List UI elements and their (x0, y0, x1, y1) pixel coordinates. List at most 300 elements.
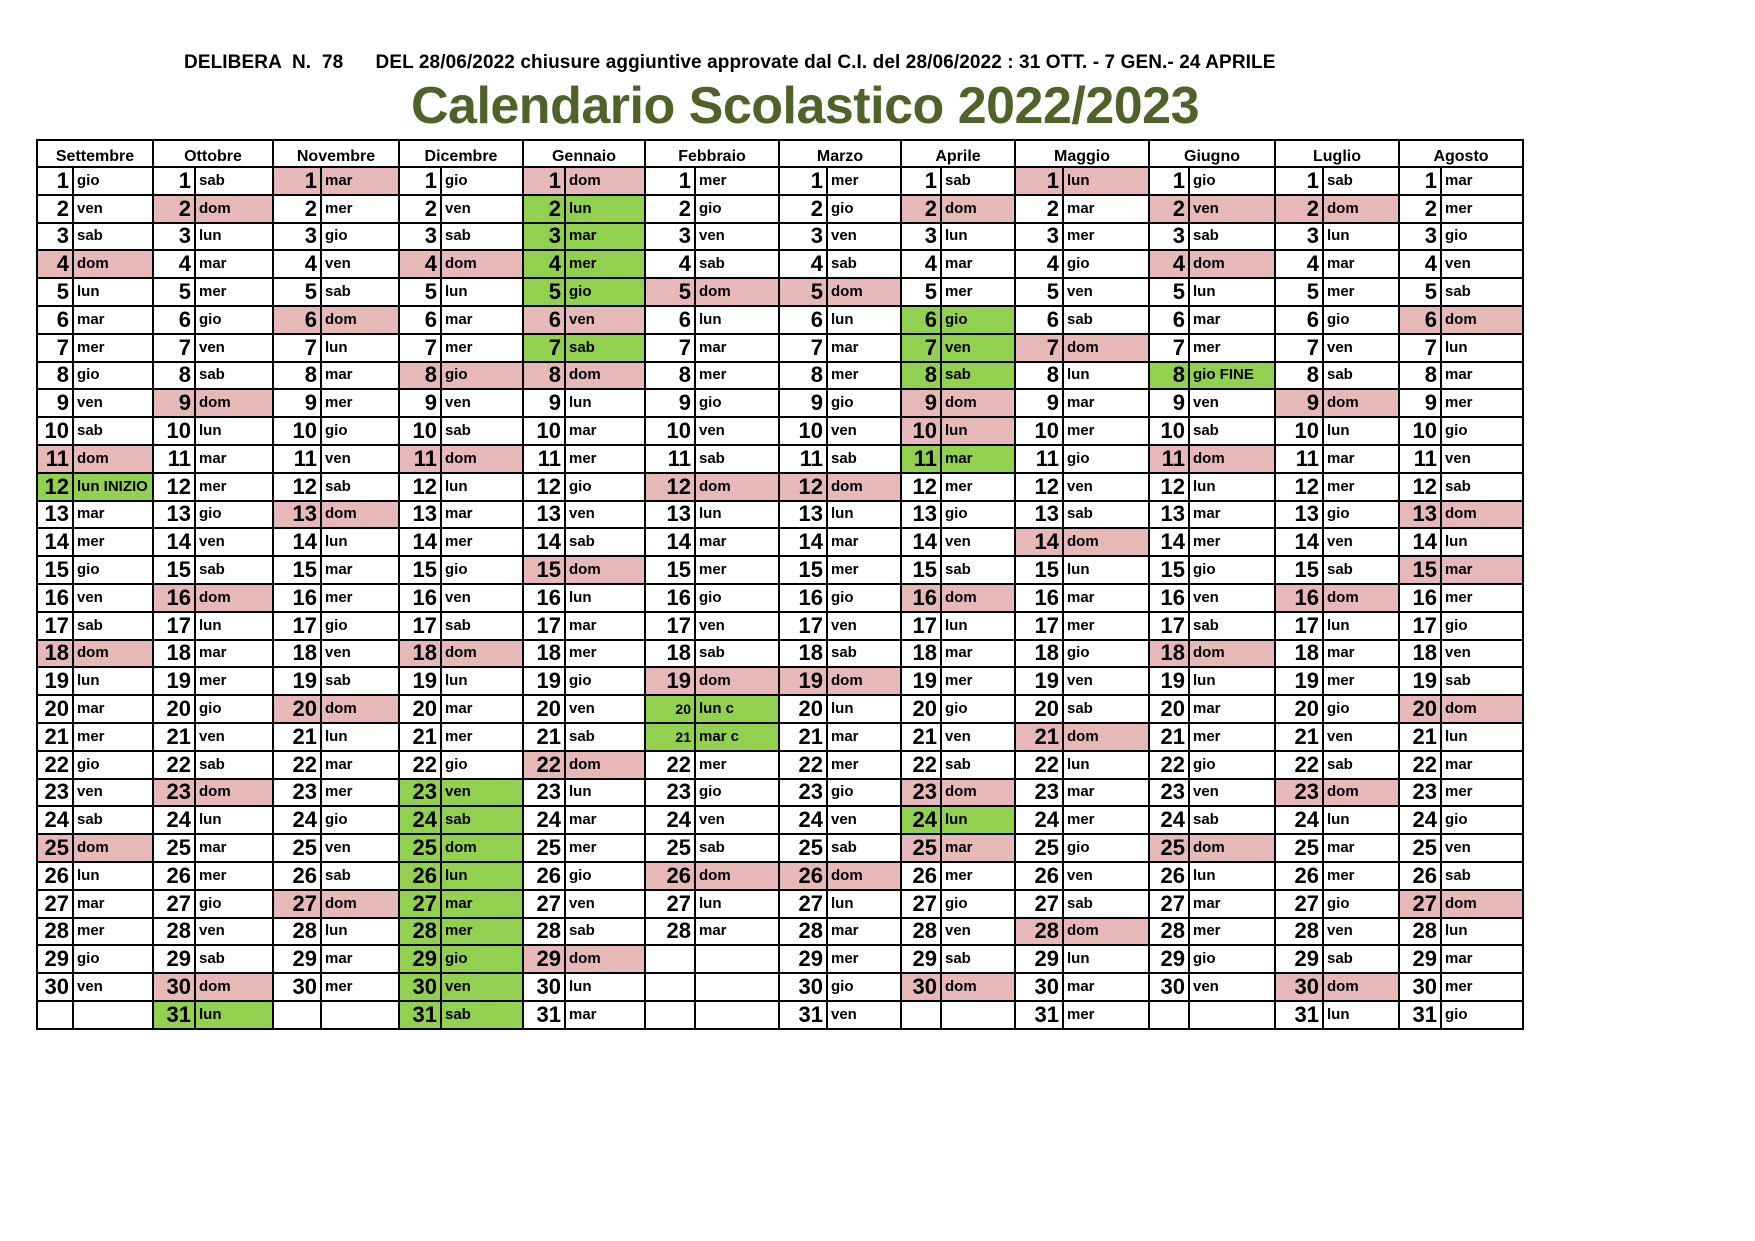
empty-cell (73, 1001, 153, 1029)
weekday-label: gio (1323, 890, 1399, 918)
weekday-label: sab (1189, 417, 1275, 445)
weekday-label: sab (1441, 473, 1523, 501)
day-number: 12 (273, 473, 321, 501)
weekday-label: lun INIZIO (73, 473, 153, 501)
weekday-label: ven (1441, 640, 1523, 668)
weekday-label: gio (195, 695, 273, 723)
weekday-label: gio (695, 779, 779, 807)
weekday-label: lun (321, 334, 399, 362)
weekday-label: mar (1063, 973, 1149, 1001)
weekday-label: lun (321, 918, 399, 946)
day-number: 28 (153, 918, 195, 946)
weekday-label: sab (1063, 501, 1149, 529)
day-number: 30 (779, 973, 827, 1001)
day-row (37, 695, 1523, 723)
day-number: 3 (37, 223, 73, 251)
weekday-label: sab (695, 445, 779, 473)
day-number: 9 (523, 389, 565, 417)
weekday-label: lun (565, 389, 645, 417)
day-number: 30 (1149, 973, 1189, 1001)
day-number: 30 (153, 973, 195, 1001)
day-number: 17 (645, 612, 695, 640)
day-row (37, 667, 1523, 695)
day-number: 17 (37, 612, 73, 640)
day-number: 28 (273, 918, 321, 946)
weekday-label: gio (195, 890, 273, 918)
day-number: 1 (779, 167, 827, 195)
weekday-label: mar (1441, 945, 1523, 973)
weekday-label: sab (1063, 890, 1149, 918)
day-row (37, 640, 1523, 668)
day-number: 17 (1399, 612, 1441, 640)
day-number: 2 (901, 195, 941, 223)
day-number: 15 (523, 556, 565, 584)
day-number: 4 (153, 250, 195, 278)
weekday-label: lun (195, 612, 273, 640)
weekday-label: dom (321, 890, 399, 918)
day-number: 7 (1149, 334, 1189, 362)
weekday-label: dom (941, 584, 1015, 612)
day-number: 20 (1149, 695, 1189, 723)
day-number: 16 (1275, 584, 1323, 612)
day-number: 30 (523, 973, 565, 1001)
day-row (37, 167, 1523, 195)
weekday-label: mer (321, 389, 399, 417)
day-number: 22 (273, 751, 321, 779)
day-number: 5 (1275, 278, 1323, 306)
day-number: 4 (1015, 250, 1063, 278)
weekday-label: lun (941, 612, 1015, 640)
day-number: 29 (153, 945, 195, 973)
weekday-label: lun (695, 306, 779, 334)
day-number: 19 (1275, 667, 1323, 695)
weekday-label: mar (321, 945, 399, 973)
day-number: 1 (1015, 167, 1063, 195)
weekday-label: lun (73, 278, 153, 306)
weekday-label: gio (1063, 445, 1149, 473)
day-number: 30 (1399, 973, 1441, 1001)
weekday-label: dom (441, 640, 523, 668)
day-number: 1 (399, 167, 441, 195)
day-number: 30 (399, 973, 441, 1001)
day-row (37, 445, 1523, 473)
day-number: 2 (645, 195, 695, 223)
day-number: 8 (645, 362, 695, 390)
day-number: 18 (645, 640, 695, 668)
weekday-label: dom (941, 195, 1015, 223)
weekday-label: sab (941, 556, 1015, 584)
day-number: 7 (901, 334, 941, 362)
day-number: 27 (779, 890, 827, 918)
weekday-label: ven (321, 250, 399, 278)
day-number: 14 (901, 528, 941, 556)
weekday-label: mer (827, 167, 901, 195)
weekday-label: lun (1063, 167, 1149, 195)
day-number: 3 (1149, 223, 1189, 251)
day-number: 11 (399, 445, 441, 473)
weekday-label: dom (565, 751, 645, 779)
weekday-label: mer (827, 362, 901, 390)
weekday-label: sab (441, 612, 523, 640)
day-number: 9 (1015, 389, 1063, 417)
day-number: 8 (1275, 362, 1323, 390)
day-number: 29 (523, 945, 565, 973)
day-number: 10 (779, 417, 827, 445)
weekday-label: mar (565, 223, 645, 251)
day-number: 27 (645, 890, 695, 918)
weekday-label: gio (1441, 417, 1523, 445)
weekday-label: gio (1063, 834, 1149, 862)
day-number: 18 (153, 640, 195, 668)
day-number: 10 (1275, 417, 1323, 445)
weekday-label: sab (1323, 362, 1399, 390)
day-number: 26 (1015, 862, 1063, 890)
day-number: 19 (1015, 667, 1063, 695)
weekday-label: ven (565, 890, 645, 918)
day-number: 23 (37, 779, 73, 807)
weekday-label: mar (321, 751, 399, 779)
day-number: 3 (153, 223, 195, 251)
day-number: 27 (1399, 890, 1441, 918)
weekday-label: ven (73, 779, 153, 807)
weekday-label: ven (695, 223, 779, 251)
weekday-label: gio (827, 779, 901, 807)
day-number: 31 (153, 1001, 195, 1029)
day-number: 24 (1399, 806, 1441, 834)
day-number: 18 (399, 640, 441, 668)
day-number: 21 (1015, 723, 1063, 751)
day-number: 7 (1399, 334, 1441, 362)
weekday-label: gio (195, 306, 273, 334)
day-number: 28 (1015, 918, 1063, 946)
weekday-label: mer (1063, 223, 1149, 251)
weekday-label: sab (827, 834, 901, 862)
day-number: 11 (1399, 445, 1441, 473)
weekday-label: ven (441, 195, 523, 223)
day-number: 6 (779, 306, 827, 334)
day-number: 4 (1399, 250, 1441, 278)
day-number: 23 (153, 779, 195, 807)
day-number: 30 (901, 973, 941, 1001)
day-row (37, 417, 1523, 445)
weekday-label: lun (1189, 278, 1275, 306)
weekday-label: mer (1189, 918, 1275, 946)
weekday-label: sab (1323, 751, 1399, 779)
weekday-label: lun (1189, 862, 1275, 890)
day-row (37, 501, 1523, 529)
day-number: 12 (779, 473, 827, 501)
weekday-label: gio (321, 806, 399, 834)
weekday-label: mer (1323, 473, 1399, 501)
day-number: 2 (399, 195, 441, 223)
day-number: 5 (153, 278, 195, 306)
weekday-label: mar (941, 640, 1015, 668)
day-number: 20 (779, 695, 827, 723)
weekday-label: mer (73, 918, 153, 946)
weekday-label: mar (1189, 306, 1275, 334)
weekday-label: sab (195, 751, 273, 779)
day-row (37, 1001, 1523, 1029)
day-row (37, 195, 1523, 223)
weekday-label: dom (1441, 695, 1523, 723)
weekday-label: mer (73, 723, 153, 751)
day-number: 3 (1015, 223, 1063, 251)
weekday-label: ven (321, 640, 399, 668)
day-number: 1 (1399, 167, 1441, 195)
day-number: 16 (1015, 584, 1063, 612)
weekday-label: dom (1323, 973, 1399, 1001)
day-number: 3 (901, 223, 941, 251)
day-number: 28 (399, 918, 441, 946)
day-number: 17 (399, 612, 441, 640)
weekday-label: dom (1189, 640, 1275, 668)
empty-cell (645, 973, 695, 1001)
month-header-ottobre: Ottobre (153, 140, 273, 167)
day-number: 24 (1275, 806, 1323, 834)
day-number: 30 (37, 973, 73, 1001)
weekday-label: mer (941, 473, 1015, 501)
weekday-label: mer (441, 723, 523, 751)
weekday-label: mar (321, 167, 399, 195)
weekday-label: gio (827, 973, 901, 1001)
weekday-label: mer (1441, 779, 1523, 807)
weekday-label: dom (1063, 918, 1149, 946)
day-number: 16 (645, 584, 695, 612)
empty-cell (645, 945, 695, 973)
day-number: 14 (37, 528, 73, 556)
weekday-label: ven (321, 834, 399, 862)
weekday-label: gio (827, 584, 901, 612)
weekday-label: sab (827, 640, 901, 668)
weekday-label: gio (1189, 945, 1275, 973)
weekday-label: sab (941, 362, 1015, 390)
weekday-label: gio (941, 890, 1015, 918)
day-number: 13 (901, 501, 941, 529)
weekday-label: sab (1441, 862, 1523, 890)
weekday-label: dom (1063, 723, 1149, 751)
weekday-label: dom (1441, 501, 1523, 529)
weekday-label: ven (1323, 723, 1399, 751)
weekday-label: lun (321, 528, 399, 556)
day-number: 16 (153, 584, 195, 612)
day-number: 14 (399, 528, 441, 556)
weekday-label: lun (441, 667, 523, 695)
weekday-label: mer (195, 473, 273, 501)
day-number: 12 (901, 473, 941, 501)
day-row (37, 945, 1523, 973)
day-row (37, 584, 1523, 612)
day-number: 16 (273, 584, 321, 612)
weekday-label: gio (565, 667, 645, 695)
day-number: 4 (273, 250, 321, 278)
day-number: 11 (153, 445, 195, 473)
day-number: 17 (1275, 612, 1323, 640)
day-number: 18 (1149, 640, 1189, 668)
weekday-label: ven (73, 389, 153, 417)
day-number: 15 (1149, 556, 1189, 584)
day-number: 20 (523, 695, 565, 723)
day-number: 15 (37, 556, 73, 584)
weekday-label: gio (441, 945, 523, 973)
weekday-label: dom (321, 695, 399, 723)
day-number: 25 (1275, 834, 1323, 862)
weekday-label: sab (941, 167, 1015, 195)
day-number: 14 (523, 528, 565, 556)
day-number: 2 (37, 195, 73, 223)
month-header-novembre: Novembre (273, 140, 399, 167)
weekday-label: dom (1441, 890, 1523, 918)
day-number: 15 (1015, 556, 1063, 584)
weekday-label: gio (695, 389, 779, 417)
day-number: 25 (1399, 834, 1441, 862)
weekday-label: lun (941, 417, 1015, 445)
day-number: 24 (645, 806, 695, 834)
weekday-label: mer (1441, 195, 1523, 223)
weekday-label: mar (1063, 389, 1149, 417)
weekday-label: mar (1441, 167, 1523, 195)
empty-cell (1189, 1001, 1275, 1029)
day-number: 17 (779, 612, 827, 640)
day-number: 13 (37, 501, 73, 529)
empty-cell (695, 973, 779, 1001)
day-number: 6 (1275, 306, 1323, 334)
weekday-label: mar (1323, 834, 1399, 862)
day-number: 26 (1399, 862, 1441, 890)
weekday-label: ven (1189, 195, 1275, 223)
day-number: 3 (779, 223, 827, 251)
day-number: 28 (1275, 918, 1323, 946)
day-number: 6 (153, 306, 195, 334)
weekday-label: dom (1441, 306, 1523, 334)
weekday-label: gio (1063, 250, 1149, 278)
weekday-label: mar (1189, 695, 1275, 723)
day-number: 26 (153, 862, 195, 890)
weekday-label: ven (827, 806, 901, 834)
day-number: 9 (1275, 389, 1323, 417)
day-row (37, 250, 1523, 278)
day-number: 21 (901, 723, 941, 751)
weekday-label: mer (195, 667, 273, 695)
day-number: 31 (779, 1001, 827, 1029)
day-row (37, 723, 1523, 751)
weekday-label: gio (73, 167, 153, 195)
weekday-label: sab (1063, 306, 1149, 334)
day-row (37, 389, 1523, 417)
day-number: 18 (523, 640, 565, 668)
day-number: 30 (1015, 973, 1063, 1001)
day-number: 14 (1399, 528, 1441, 556)
day-number: 6 (273, 306, 321, 334)
day-number: 24 (37, 806, 73, 834)
day-number: 13 (1399, 501, 1441, 529)
weekday-label: mar (565, 612, 645, 640)
day-number: 5 (1399, 278, 1441, 306)
weekday-label: sab (321, 667, 399, 695)
weekday-label: lun (565, 973, 645, 1001)
empty-cell (321, 1001, 399, 1029)
day-number: 31 (523, 1001, 565, 1029)
day-number: 7 (523, 334, 565, 362)
delibera-header: DELIBERA N. 78 DEL 28/06/2022 chiusure aggiuntive approvate dal C.I. del 28/06/2022 : 31 OTT. - 7 GEN.- 24 APRILE (184, 52, 1276, 73)
day-number: 19 (273, 667, 321, 695)
day-number: 13 (153, 501, 195, 529)
day-number: 31 (1015, 1001, 1063, 1029)
day-number: 4 (523, 250, 565, 278)
weekday-label: lun (1063, 751, 1149, 779)
day-number: 29 (399, 945, 441, 973)
day-number: 23 (1399, 779, 1441, 807)
day-number: 8 (153, 362, 195, 390)
weekday-label: lun (1441, 723, 1523, 751)
day-number: 29 (37, 945, 73, 973)
weekday-label: lun (195, 806, 273, 834)
weekday-label: dom (441, 250, 523, 278)
weekday-label: mar (441, 501, 523, 529)
day-number: 17 (1149, 612, 1189, 640)
day-number: 15 (645, 556, 695, 584)
weekday-label: mer (73, 528, 153, 556)
weekday-label: ven (441, 973, 523, 1001)
day-number: 24 (779, 806, 827, 834)
weekday-label: lun (695, 890, 779, 918)
weekday-label: lun (1189, 473, 1275, 501)
weekday-label: gio (1441, 612, 1523, 640)
day-number: 16 (1399, 584, 1441, 612)
weekday-label: ven (565, 306, 645, 334)
day-number: 27 (523, 890, 565, 918)
day-number: 11 (273, 445, 321, 473)
day-number: 2 (1399, 195, 1441, 223)
day-number: 22 (1149, 751, 1189, 779)
day-number: 1 (37, 167, 73, 195)
weekday-label: lun (1323, 417, 1399, 445)
day-number: 25 (901, 834, 941, 862)
weekday-label: sab (441, 223, 523, 251)
weekday-label: dom (1189, 445, 1275, 473)
day-number: 24 (1015, 806, 1063, 834)
day-number: 28 (779, 918, 827, 946)
weekday-label: dom (73, 640, 153, 668)
weekday-label: gio (1441, 1001, 1523, 1029)
day-number: 1 (645, 167, 695, 195)
day-number: 14 (1275, 528, 1323, 556)
day-number: 9 (779, 389, 827, 417)
day-row (37, 806, 1523, 834)
weekday-label: sab (1063, 695, 1149, 723)
day-number: 8 (1015, 362, 1063, 390)
weekday-label: mer (565, 834, 645, 862)
weekday-label: lun (1063, 362, 1149, 390)
weekday-label: dom (1323, 584, 1399, 612)
day-number: 15 (399, 556, 441, 584)
day-row (37, 306, 1523, 334)
weekday-label: sab (195, 167, 273, 195)
weekday-label: mar (695, 334, 779, 362)
day-number: 11 (37, 445, 73, 473)
day-number: 23 (523, 779, 565, 807)
day-number: 6 (1015, 306, 1063, 334)
day-number: 13 (1015, 501, 1063, 529)
weekday-label: mar (1063, 779, 1149, 807)
weekday-label: ven (1441, 834, 1523, 862)
day-number: 13 (779, 501, 827, 529)
day-number: 3 (399, 223, 441, 251)
weekday-label: ven (941, 723, 1015, 751)
day-number: 11 (1275, 445, 1323, 473)
weekday-label: mer (1189, 528, 1275, 556)
day-number: 27 (901, 890, 941, 918)
day-number: 24 (1149, 806, 1189, 834)
